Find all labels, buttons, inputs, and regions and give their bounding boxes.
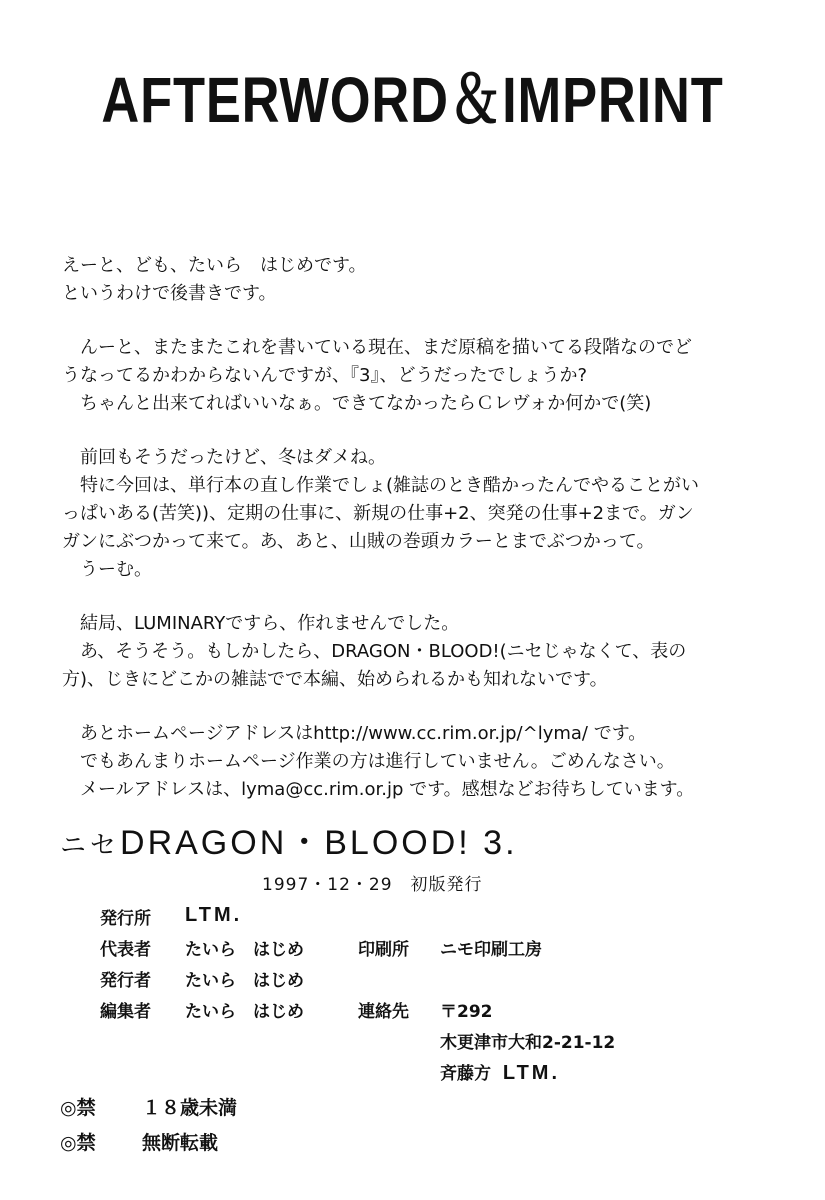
afterword-line: うなってるかわからないんですが、『3』、どうだったでしょうか? [62,365,588,386]
care-of [440,1059,560,1085]
contact-label: 連絡先 [358,1002,409,1022]
publisher-value: LTM. [185,904,243,926]
afterword-line: 結局、LUMINARYですら、作れませんでした。 [80,613,460,634]
notice-text: １８歳未満 [142,1097,238,1119]
representative-label: 代表者 [100,940,151,960]
representative-value: たいら はじめ [185,940,304,960]
afterword-line: んーと、またまたこれを書いている現在、まだ原稿を描いてる段階なのでど [80,337,692,358]
page-heading: AFTERWORD＆IMPRINT [101,64,724,136]
book-title-kana: ニセ [60,831,121,861]
afterword-line: っぱいある(苦笑))、定期の仕事に、新規の仕事+2、突発の仕事+2まで。ガン [62,503,694,524]
book-title-latin: DRAGON・BLOOD! 3. [120,824,518,862]
afterword-paragraph-5 [62,720,787,804]
printer-label: 印刷所 [358,940,409,960]
afterword-line: ちゃんと出来てればいいなぁ。できてなかったらＣレヴォか何かで(笑) [80,393,652,414]
notice-mark: ◎禁 [60,1132,96,1154]
issuer-value: たいら はじめ [185,971,304,991]
afterword-line: あ、そうそう。もしかしたら、DRAGON・BLOOD!(ニセじゃなくて、表の [80,641,687,662]
afterword-paragraph-3 [62,444,787,584]
afterword-line: 特に今回は、単行本の直し作業でしょ(雑誌のとき酷かったんでやることがい [80,475,700,496]
homepage-line: あとホームページアドレスはhttp://www.cc.rim.or.jp/^lyma/ です。 [80,723,647,744]
editor-label: 編集者 [100,1002,151,1022]
email-line: メールアドレスは、lyma@cc.rim.or.jp です。感想などお待ちしています。 [80,779,695,800]
afterword-line: ガンにぶつかって来て。あ、あと、山賊の巻頭カラーとまでぶつかって。 [62,531,655,552]
notice-no-reproduction [60,1128,218,1155]
afterword-line: 前回もそうだったけど、冬はダメね。 [80,447,386,468]
afterword-paragraph-4 [62,610,787,694]
care-of-prefix: 斉藤方 [440,1064,491,1084]
afterword-paragraph-1 [62,252,787,308]
care-of-brand: LTM. [502,1062,561,1084]
notice-age-restriction [60,1093,237,1120]
editor-value: たいら はじめ [185,1002,304,1022]
issuer-label: 発行者 [100,971,151,991]
afterword-paragraph-2 [62,334,787,418]
publisher-label: 発行所 [100,909,151,929]
afterword-line: 方)、じきにどこかの雑誌でで本編、始められるかも知れないです。 [62,669,608,690]
printer-value: ニモ印刷工房 [440,940,542,960]
afterword-line: えーと、ども、たいら はじめです。 [62,255,367,276]
afterword-text [62,252,787,830]
notice-mark: ◎禁 [60,1097,96,1119]
publication-date: 1997・12・29 初版発行 [262,875,483,895]
afterword-line: うーむ。 [80,559,152,580]
afterword-line: でもあんまりホームページ作業の方は進行していません。ごめんなさい。 [80,751,675,772]
notice-text: 無断転載 [142,1132,219,1154]
afterword-line: というわけで後書きです。 [62,283,277,304]
postal-code: 〒292 [440,1002,493,1022]
contact-address: 木更津市大和2-21-12 [440,1033,616,1053]
book-title [60,826,518,860]
